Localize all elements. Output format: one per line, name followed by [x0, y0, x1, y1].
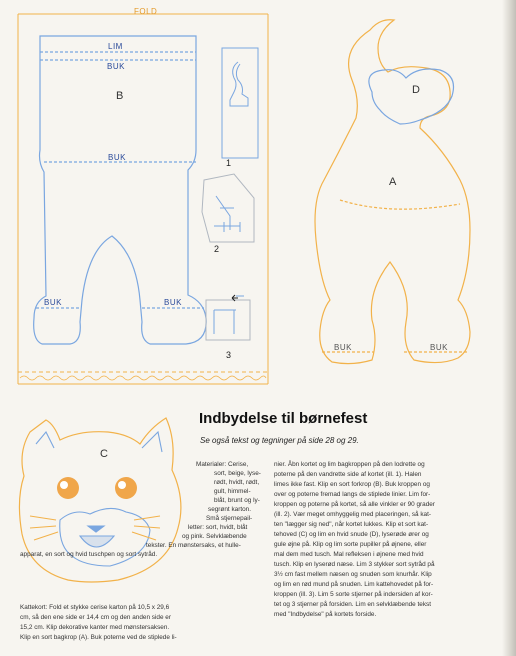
step-2-label: 2 — [214, 244, 220, 254]
piece-c-label: C — [100, 448, 108, 460]
kattekort-line: cm, så den ene side er 14,4 cm og den anden side er — [20, 614, 171, 621]
materials-line: blåt, brunt og ly- — [214, 497, 260, 504]
materials-line: gult, himmel- — [214, 488, 251, 495]
instruction-line: tehoved (C) og lim en hvid snude (D), lyserøde ører og — [274, 531, 429, 538]
piece-d-outline — [369, 69, 454, 124]
instruction-line: ten "lægger sig ned", når kortet lukkes. Klip et sort kat- — [274, 521, 429, 528]
cat-face-details — [30, 432, 162, 566]
materials-line: letter: sort, hvidt, blåt — [188, 524, 248, 531]
page-heading: Indbydelse til børnefest — [199, 410, 368, 427]
step-1-label: 1 — [226, 158, 232, 168]
instruction-line: og lim en rød mund på snuden. Lim kattehovedet på for- — [274, 581, 434, 588]
buk-a-right-label: BUK — [430, 343, 448, 352]
instruction-line: gule øjne på. Klip og lim sorte pupiller på øjnene, eller — [274, 541, 427, 548]
buk-left-label: BUK — [44, 298, 62, 307]
materials-line: segrønt karton. — [208, 506, 251, 513]
materials-line: sort, beige, lyse- — [214, 470, 261, 477]
instruction-line: med "Indbydelse" på kortets forside. — [274, 611, 377, 618]
lim-label: LIM — [108, 42, 123, 51]
materials-line: apparat, en sort og hvid tuschpen og sort sytråd. — [20, 551, 158, 558]
instruction-line: tusch. Klip en lyserød næse. Lim 3 stykker sort sytråd på — [274, 561, 435, 568]
instruction-line: over og poterne fremad langs de stiplede linier. Lim for- — [274, 491, 431, 498]
buk-a-left-label: BUK — [334, 343, 352, 352]
instruction-line: kroppen og poterne på kortet, så alle vinkler er 90 grader — [274, 501, 435, 508]
piece-a-outline — [315, 20, 470, 364]
fold-frame — [18, 14, 268, 384]
kattekort-line: Kattekort: Fold et stykke cerise karton på 10,5 x 29,6 — [20, 604, 170, 611]
materials-line: Små stjernepail- — [206, 515, 253, 522]
instruction-line: 3½ cm fast mellem næsen og snuden som knurhår. Klip — [274, 571, 432, 578]
buk-top-label: BUK — [107, 62, 125, 71]
step-3-label: 3 — [226, 350, 232, 360]
instruction-line: tet og 3 stjerner på forsiden. Lim en selvklæbende tekst — [274, 601, 432, 608]
buk-right-label: BUK — [164, 298, 182, 307]
instruction-line: (ill. 2). Vær meget omhyggelig med placeringen, så kat- — [274, 511, 431, 518]
instruction-line: poterne på den vandrette side af kortet (ill. 1). Halen — [274, 471, 422, 478]
materials-line: Materialer: Cerise, — [196, 461, 249, 468]
cat-eyes — [57, 477, 137, 499]
piece-b-label: B — [116, 90, 124, 102]
kattekort-line: 15,2 cm. Klip dekorative kanter med mønstersaksen. — [20, 624, 170, 631]
instruction-line: mal dem med tusch. Mal refleksen i øjnene med hvid — [274, 551, 424, 558]
buk-mid-label: BUK — [108, 153, 126, 162]
materials-line: tekster. En mønstersaks, et hulle- — [146, 542, 241, 549]
materials-line: rødt, hvidt, rødt, — [214, 479, 260, 486]
instruction-line: nier. Åbn kortet og lim bagkroppen på den lodrette og — [274, 461, 425, 468]
step-illustrations — [202, 48, 258, 340]
instruction-line: kroppen (ill. 3). Lim 5 sorte stjerner på indersiden af kor- — [274, 591, 433, 598]
piece-a-label: A — [389, 176, 397, 188]
page-subheading: Se også tekst og tegninger på side 28 og 29. — [200, 436, 359, 445]
kattekort-line: Klip en sort bagkrop (A). Buk poterne ved de stiplede li- — [20, 634, 177, 641]
piece-d-label: D — [412, 84, 420, 96]
instruction-line: limes ikke fast. Klip en sort forkrop (B). Buk kroppen og — [274, 481, 430, 488]
materials-line: og pink. Selvklæbende — [182, 533, 247, 540]
fold-label: FOLD — [134, 7, 158, 16]
